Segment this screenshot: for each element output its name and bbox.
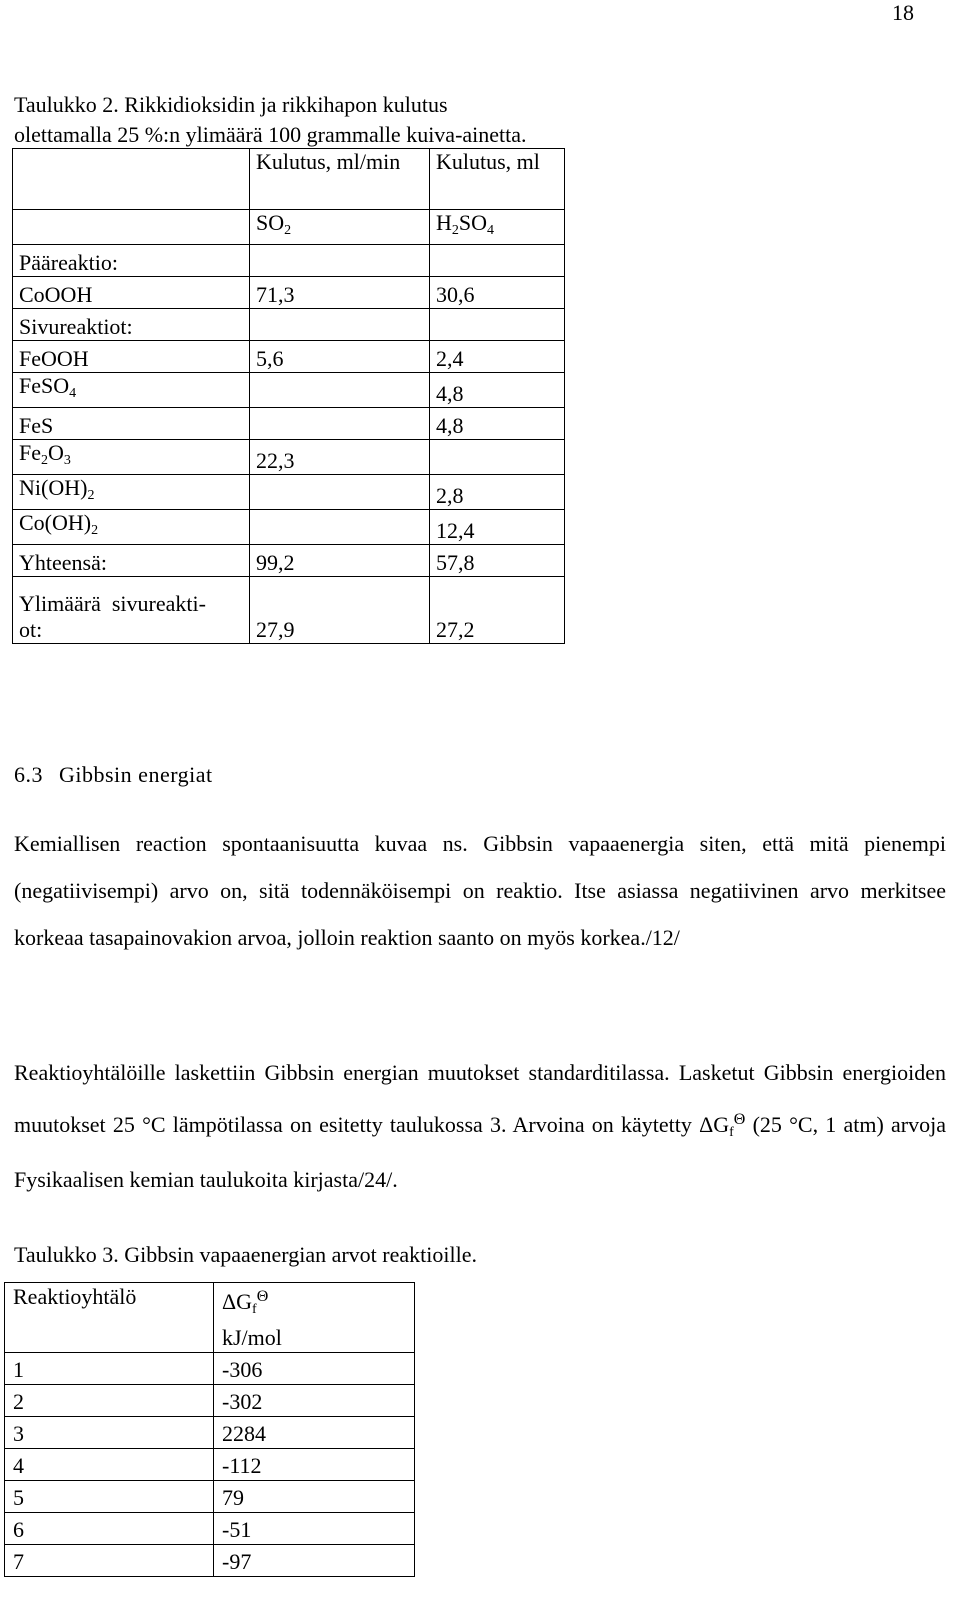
paragraph-2: Reaktioyhtälöille laskettiin Gibbsin energian muutokset standarditilassa. Lasketut Gibbsin energioiden muutokset 25 °C lämpötilassa on esitetty taulukossa 3. Arvoina on käytetty $\Delta G_f^\Theta$ (25 °C, 1 atm) arvoja Fysikaalisen kemian taulukoita kirjasta/24/. (14, 1060, 946, 1192)
table-row: Sivureaktiot: (13, 309, 565, 341)
table3-header-row (5, 1283, 415, 1353)
table-row: 3 2284 (5, 1417, 415, 1449)
table-row: $Fe_2O_3$ 22,3 (13, 440, 565, 475)
table-row: CoOOH 71,3 30,6 (13, 277, 565, 309)
table-row: 2 -302 (5, 1385, 415, 1417)
table-row: $Co(OH)_2$ 12,4 (13, 510, 565, 545)
page-number: 18 (892, 0, 914, 25)
fe2o3-label: $Fe_2O_3$ (13, 440, 250, 475)
section-heading (14, 762, 213, 788)
table2-caption (14, 90, 527, 150)
table-row: $Ni(OH)_2$ 2,8 (13, 475, 565, 510)
table-row: FeOOH 5,6 2,4 (13, 341, 565, 373)
table2 (12, 148, 565, 644)
table-row: 6 -51 (5, 1513, 415, 1545)
table3-header-col0: Reaktioyhtälö (5, 1283, 214, 1353)
table-row: Ylimäärä sivureakti- ot: 27,9 27,2 (13, 577, 565, 644)
table-row: 4 -112 (5, 1449, 415, 1481)
table2-header-col2: Kulutus, ml (430, 149, 565, 210)
table-row: 7 -97 (5, 1545, 415, 1577)
table2-caption-line2: olettamalla 25 %:n ylimäärä 100 grammalle kuiva-ainetta. (14, 122, 527, 147)
section-number: 6.3 (14, 762, 43, 787)
table2-subheader-row (13, 210, 565, 245)
paragraph-1: Kemiallisen reaction spontaanisuutta kuvaa ns. Gibbsin vapaaenergia siten, että mitä pienempi (negatiivisempi) arvo on, sitä todennäköisempi on reaktio. Itse asiassa negatiivinen arvo merkitsee korkeaa tasapainovakion arvoa, jolloin reaktion saanto on myös korkea./12/ (14, 831, 946, 950)
table2-header-empty (13, 149, 250, 210)
table2-header-row (13, 149, 565, 210)
table3-caption: Taulukko 3. Gibbsin vapaaenergian arvot reaktioille. (14, 1242, 477, 1267)
h2so4-header: $H_2SO_4$ (430, 210, 565, 245)
table3 (4, 1282, 415, 1577)
table-row: 5 79 (5, 1481, 415, 1513)
table-row: FeS 4,8 (13, 408, 565, 440)
excess-label: Ylimäärä sivureakti- ot: (13, 577, 250, 644)
delta-g-symbol: ΔG (699, 1112, 730, 1137)
table-row: Pääreaktio: (13, 245, 565, 277)
table3-header-col1: $\Delta G_f^\Theta$ kJ/mol (214, 1283, 415, 1353)
table2-caption-line1: Taulukko 2. Rikkidioksidin ja rikkihapon kulutus (14, 92, 448, 117)
section-title: Gibbsin energiat (59, 762, 213, 787)
so2-header: $SO_2$ (250, 210, 430, 245)
table-row: 1 -306 (5, 1353, 415, 1385)
table-row: Yhteensä: 99,2 57,8 (13, 545, 565, 577)
table-row: FeSO$_4$ 4,8 (13, 373, 565, 408)
table2-header-col1: Kulutus, ml/min (250, 149, 430, 210)
